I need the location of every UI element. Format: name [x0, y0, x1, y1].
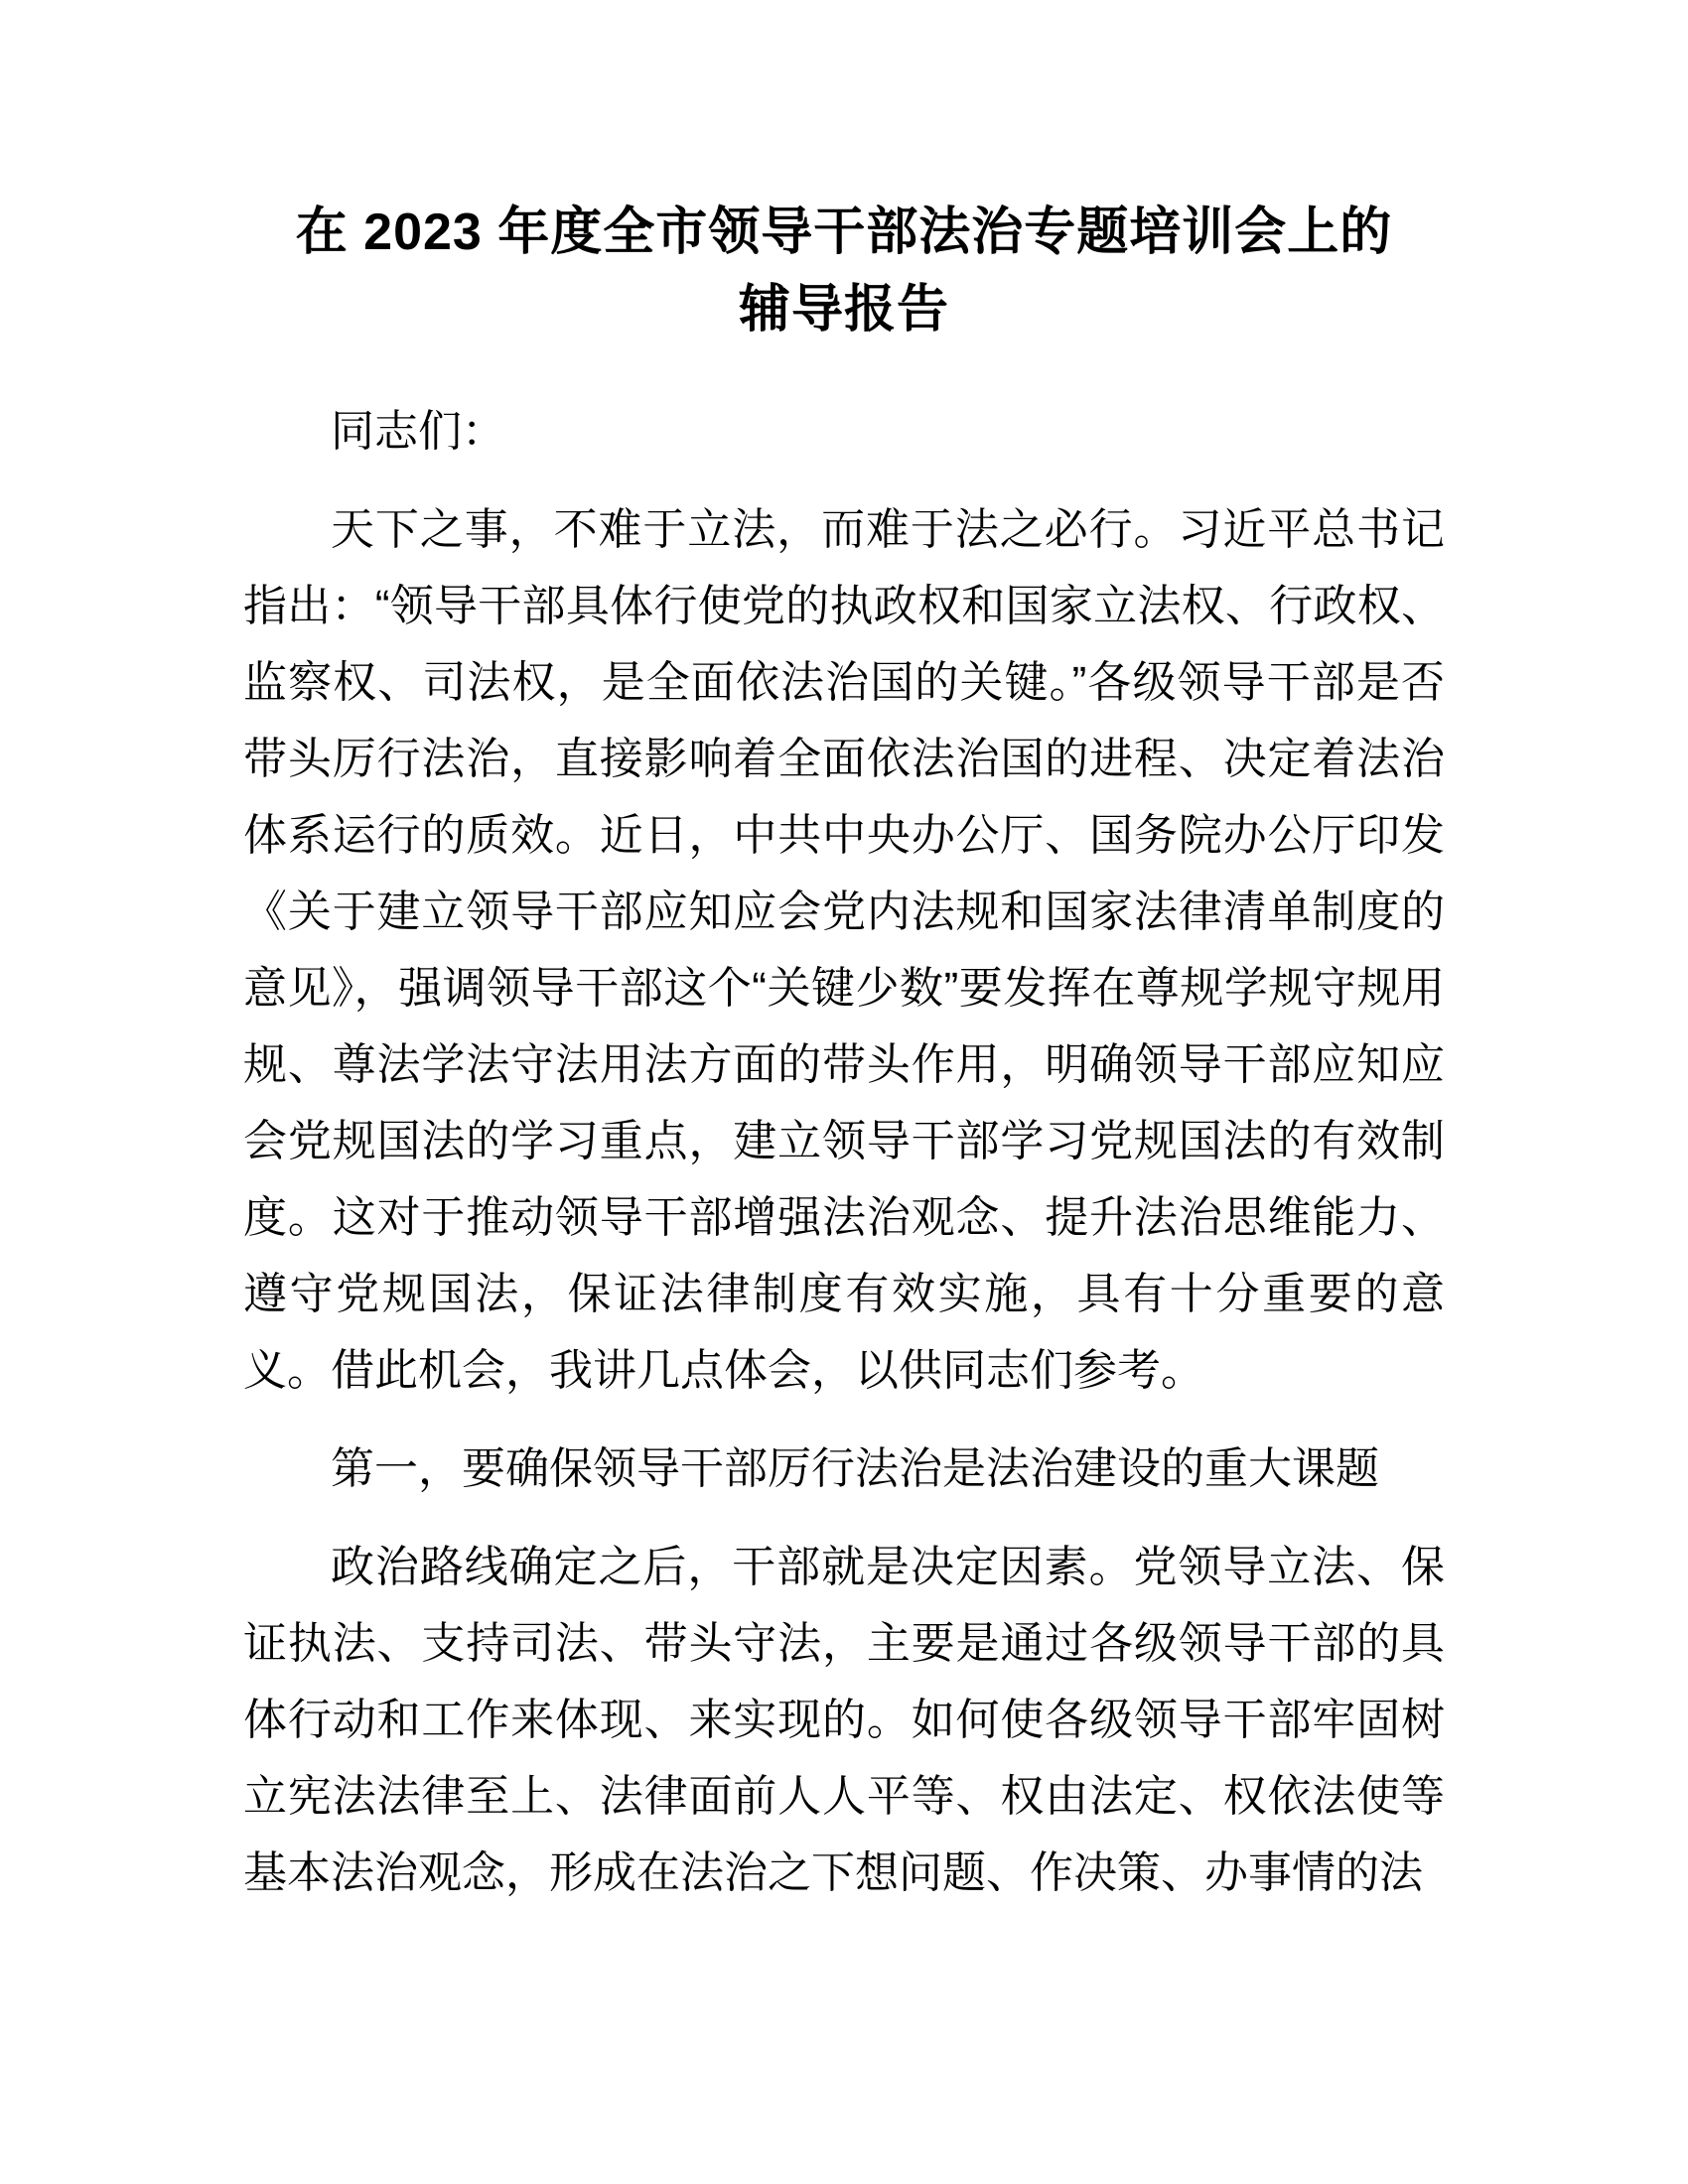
document-body — [243, 393, 1445, 1911]
paragraph: 同志们： — [331, 407, 505, 456]
document-title-line-2: 辅导报告 — [738, 281, 949, 339]
document-title-line-1: 在 2023 年度全市领导干部法治专题培训会上的 — [295, 204, 1393, 261]
paragraph: 天下之事，不难于立法，而难于法之必行。习近平总书记指出：“领导干部具体行使党的执政权和国家立法权、行政权、监察权、司法权，是全面依法治国的关键。”各级领导干部是否带头厉行法治，直接影响着全面依法治国的进程、决定着法治体系运行的质效。近日，中共中央办公厅、国务院办公厅印发《关于建立领导干部应知应会党内法规和国家法律清单制度的意见》，强调领导干部这个“关键少数”要发挥在尊规学规守规用规、尊法学法守法用法方面的带头作用，明确领导干部应知应会党规国法的学习重点，建立领导干部学习党规国法的有效制度。这对于推动领导干部增强法治观念、提升法治思维能力、遵守党规国法，保证法律制度有效实施，具有十分重要的意义。借此机会，我讲几点体会，以供同志们参考。 — [243, 505, 1445, 1395]
paragraph: 第一，要确保领导干部厉行法治是法治建设的重大课题 — [331, 1444, 1379, 1493]
paragraph: 政治路线确定之后，干部就是决定因素。党领导立法、保证执法、支持司法、带头守法，主要是通过各级领导干部的具体行动和工作来体现、来实现的。如何使各级领导干部牢固树立宪法法律至上、法律面前人人平等、权由法定、权依法使等基本法治观念，形成在法治之下想问题、作决策、办事情的法 — [243, 1543, 1445, 1897]
document-title — [243, 194, 1445, 348]
